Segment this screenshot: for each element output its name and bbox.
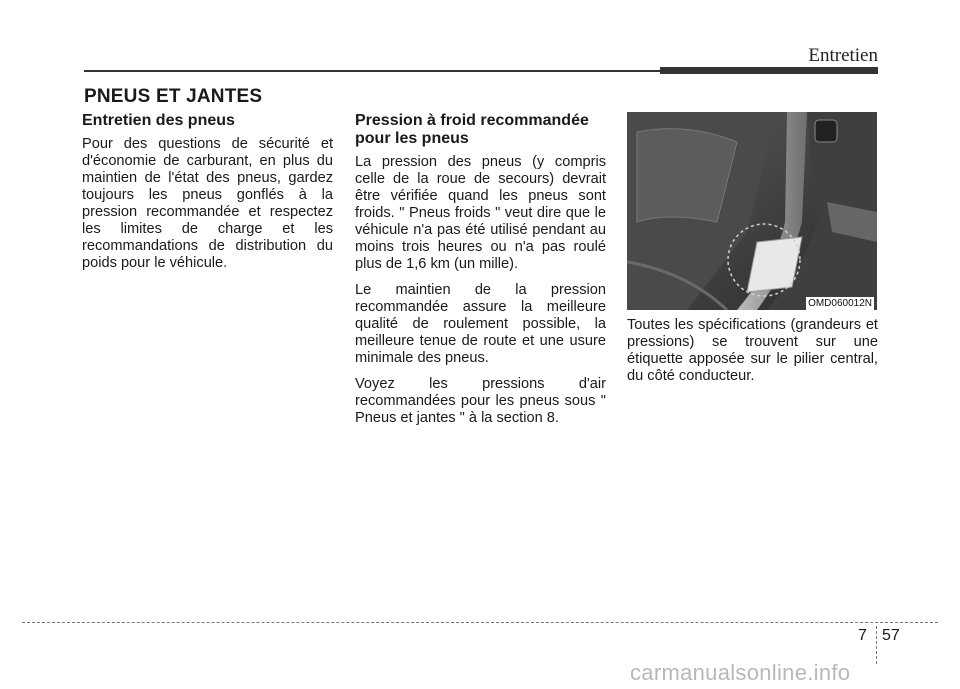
column-specifications xyxy=(627,112,878,394)
door-pillar-illustration xyxy=(627,112,877,310)
footer-divider xyxy=(876,626,877,664)
footer-rule xyxy=(22,622,938,623)
page-number: 57 xyxy=(882,627,900,644)
heading-cold-pressure: Pression à froid recommandée pour les pneus xyxy=(355,112,589,147)
paragraph: Voyez les pressions d'air recommandées pour les pneus sous " Pneus et jantes " à la section 8. xyxy=(355,376,606,426)
header-rule-accent xyxy=(660,67,878,74)
door-pillar-photo xyxy=(627,112,877,310)
column-cold-pressure xyxy=(355,112,606,436)
section-title: PNEUS ET JANTES xyxy=(84,86,263,107)
paragraph: Toutes les spécifications (grandeurs et pressions) se trouvent sur une étiquette apposée sur le pilier central, du côté conducteur. xyxy=(627,317,878,384)
chapter-title: Entretien xyxy=(808,45,878,66)
heading-tire-maintenance: Entretien des pneus xyxy=(82,112,235,129)
watermark: carmanualsonline.info xyxy=(630,660,851,685)
column-tire-maintenance xyxy=(82,112,333,281)
paragraph: Le maintien de la pression recommandée assure la meilleure qualité de roulement possible, la meilleure tenue de route et une usure minimale des pneus. xyxy=(355,282,606,366)
paragraph: Pour des questions de sécurité et d'économie de carburant, en plus du maintien de l'état des pneus, gardez toujours les pneus gonflés à la pression recommandée et respectez les limites de charge et les recommandations de distribution du poids pour le véhicule. xyxy=(82,136,333,271)
image-code: OMD060012N xyxy=(808,298,872,309)
paragraph: La pression des pneus (y compris celle de la roue de secours) devrait être vérifiée quand les pneus sont froids. " Pneus froids " veut dire que le véhicule n'a pas été utilisé pendant au moins trois heures ou n'a pas roulé plus de 1,6 km (un mille). xyxy=(355,154,606,272)
chapter-number: 7 xyxy=(858,627,867,644)
header-rule xyxy=(84,70,664,72)
